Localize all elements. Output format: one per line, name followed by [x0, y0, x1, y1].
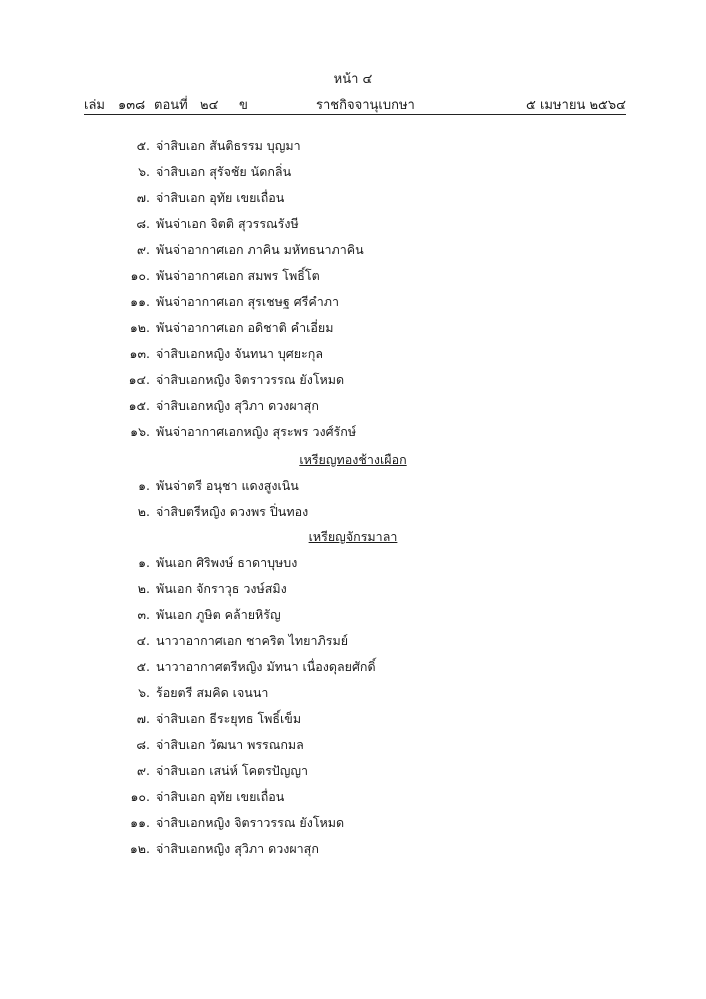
- list-item: [0, 188, 706, 208]
- header-divider: [84, 114, 626, 115]
- list-item: [0, 502, 706, 522]
- recipient-name: พันจ่าอากาศเอก อดิชาติ คำเอี่ยม: [156, 320, 334, 335]
- list-item: [0, 476, 706, 496]
- recipient-name: จ่าสิบเอก สุรัจชัย นัดกลิ่น: [156, 164, 292, 179]
- recipient-name: จ่าสิบเอก สันติธรรม บุญมา: [156, 138, 301, 153]
- item-number: ๘.: [136, 216, 150, 231]
- section-heading: เหรียญจักรมาลา: [308, 529, 398, 544]
- list-item: [0, 214, 706, 234]
- list-item: [0, 787, 706, 807]
- list-item: [0, 657, 706, 677]
- list-item: [0, 839, 706, 859]
- recipient-name: พันจ่าตรี อนุชา แดงสูงเนิน: [156, 478, 299, 493]
- recipient-name: พันเอก ศิริพงษ์ ธาดาบุษบง: [156, 555, 298, 570]
- item-number: ๑๒.: [129, 320, 150, 335]
- recipient-name: จ่าสิบเอก อุทัย เขยเถื่อน: [156, 190, 285, 205]
- list-item: [0, 709, 706, 729]
- list-item: [0, 553, 706, 573]
- list-item: [0, 422, 706, 442]
- list-item: [0, 735, 706, 755]
- item-number: ๗.: [136, 190, 150, 205]
- list-item: [0, 631, 706, 651]
- recipient-name: จ่าสิบเอก อุทัย เขยเถื่อน: [156, 789, 285, 804]
- section-heading: เหรียญทองช้างเผือก: [299, 452, 407, 467]
- volume-number: ๑๓๘: [118, 98, 146, 113]
- item-number: ๖.: [138, 685, 150, 700]
- item-number: ๑๒.: [129, 841, 150, 856]
- list-item: [0, 266, 706, 286]
- item-number: ๙.: [136, 763, 150, 778]
- recipient-name: จ่าสิบเอก ธีระยุทธ โพธิ์เข็ม: [156, 711, 302, 726]
- list-item: [0, 761, 706, 781]
- list-item: [0, 344, 706, 364]
- item-number: ๑๖.: [130, 424, 150, 439]
- recipient-name: จ่าสิบเอกหญิง จิตราวรรณ ยังโหมด: [156, 815, 345, 830]
- recipient-name: จ่าสิบเอกหญิง จิตราวรรณ ยังโหมด: [156, 372, 345, 387]
- list-item: [0, 240, 706, 260]
- recipient-name: จ่าสิบเอก วัฒนา พรรณกมล: [156, 737, 304, 752]
- list-item: [0, 579, 706, 599]
- recipient-name: พันเอก จักราวุธ วงษ์สมิง: [156, 581, 287, 596]
- recipient-name: จ่าสิบเอก เสน่ห์ โคตรปัญญา: [156, 763, 309, 778]
- item-number: ๑.: [138, 478, 150, 493]
- publication-date: ๕ เมษายน ๒๕๖๔: [526, 98, 626, 113]
- list-item: [0, 813, 706, 833]
- list-item: [0, 136, 706, 156]
- list-item: [0, 292, 706, 312]
- recipient-name: พันจ่าเอก จิตติ สุวรรณรังษี: [156, 216, 299, 231]
- recipient-name: พันจ่าอากาศเอก สมพร โพธิ์โต: [156, 268, 320, 283]
- item-number: ๑๐.: [130, 268, 150, 283]
- recipient-name: พันจ่าอากาศเอก ภาคิน มหัทธนาภาคิน: [156, 242, 364, 257]
- item-number: ๑๕.: [128, 398, 150, 413]
- item-number: ๖.: [138, 164, 150, 179]
- recipient-name: นาวาอากาศตรีหญิง มัทนา เนื่องดุลยศักดิ์: [156, 659, 376, 674]
- recipient-name: พันเอก ภูษิต คล้ายหิรัญ: [156, 607, 281, 622]
- gazette-header: [84, 94, 626, 112]
- item-number: ๒.: [137, 581, 150, 596]
- gazette-name: ราชกิจจานุเบกษา: [316, 98, 415, 113]
- recipient-name: พันจ่าอากาศเอกหญิง สุระพร วงศ์รักษ์: [156, 424, 357, 439]
- item-number: ๑.: [138, 555, 150, 570]
- recipient-name: นาวาอากาศเอก ชาคริต ไทยาภิรมย์: [156, 633, 349, 648]
- list-item: [0, 683, 706, 703]
- item-number: ๑๓.: [129, 346, 150, 361]
- item-number: ๗.: [136, 711, 150, 726]
- item-number: ๙.: [136, 242, 150, 257]
- item-number: ๕.: [136, 659, 150, 674]
- item-number: ๑๑.: [130, 294, 150, 309]
- page-number: หน้า ๔: [333, 72, 373, 87]
- list-item: [0, 396, 706, 416]
- section-letter: ข: [239, 98, 248, 113]
- item-number: ๒.: [137, 504, 150, 519]
- recipient-name: จ่าสิบตรีหญิง ดวงพร ปิ่นทอง: [156, 504, 309, 519]
- list-item: [0, 162, 706, 182]
- recipient-name: จ่าสิบเอกหญิง จันทนา บุศยะกุล: [156, 346, 324, 361]
- list-item: [0, 318, 706, 338]
- volume-label: เล่ม: [84, 98, 105, 113]
- item-number: ๑๑.: [130, 815, 150, 830]
- list-item: [0, 605, 706, 625]
- item-number: ๑๐.: [130, 789, 150, 804]
- item-number: ๘.: [136, 737, 150, 752]
- recipient-name: พันจ่าอากาศเอก สุรเชษฐ ศรีคำภา: [156, 294, 339, 309]
- part-number: ๒๔: [200, 98, 219, 113]
- part-label: ตอนที่: [154, 98, 188, 113]
- list-item: [0, 370, 706, 390]
- item-number: ๔.: [136, 633, 150, 648]
- recipient-name: จ่าสิบเอกหญิง สุวิภา ดวงผาสุก: [156, 841, 319, 856]
- recipient-name: ร้อยตรี สมคิด เจนนา: [156, 685, 269, 700]
- item-number: ๕.: [136, 138, 150, 153]
- recipient-name: จ่าสิบเอกหญิง สุวิภา ดวงผาสุก: [156, 398, 319, 413]
- item-number: ๑๔.: [128, 372, 150, 387]
- item-number: ๓.: [137, 607, 150, 622]
